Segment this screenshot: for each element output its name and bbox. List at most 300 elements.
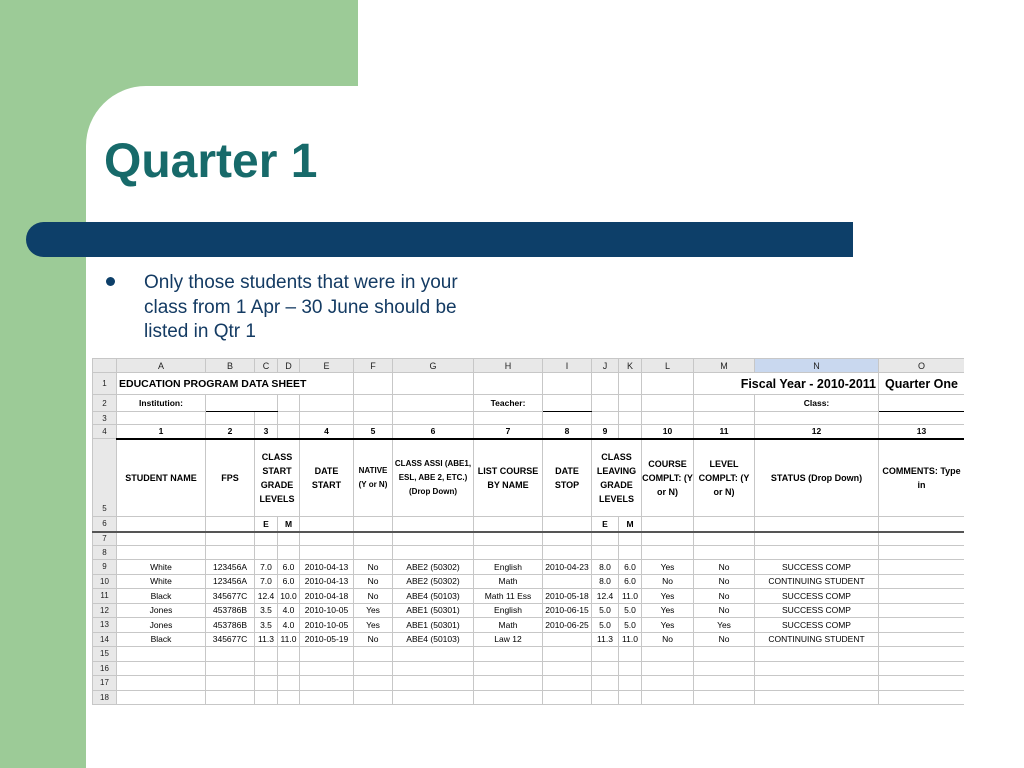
cell-level-complt[interactable]: No	[694, 560, 755, 575]
row-number[interactable]: 12	[93, 603, 117, 618]
cell-course[interactable]: Law 12	[474, 632, 543, 647]
sheet-cell[interactable]	[543, 690, 592, 705]
sheet-cell[interactable]	[117, 647, 206, 662]
sheet-cell[interactable]	[543, 647, 592, 662]
sheet-cell[interactable]	[393, 373, 474, 395]
cell-le[interactable]: 8.0	[592, 560, 619, 575]
cell-class[interactable]: ABE2 (50302)	[393, 560, 474, 575]
cell-comments[interactable]	[879, 589, 965, 604]
header-class-assi[interactable]: CLASS ASSI (ABE1, ESL, ABE 2, ETC.) (Drop Down)	[393, 439, 474, 517]
cell-status[interactable]: SUCCESS COMP	[755, 589, 879, 604]
cell-sm[interactable]: 4.0	[278, 603, 300, 618]
sheet-cell[interactable]	[300, 412, 354, 425]
sheet-cell[interactable]	[694, 395, 755, 412]
sheet-cell[interactable]	[694, 532, 755, 546]
sheet-cell[interactable]	[354, 395, 393, 412]
cell-lm[interactable]: 5.0	[619, 603, 642, 618]
header-level-complt[interactable]: LEVEL COMPLT: (Y or N)	[694, 439, 755, 517]
sheet-cell[interactable]	[474, 517, 543, 532]
sheet-cell[interactable]	[543, 517, 592, 532]
sheet-cell[interactable]	[755, 676, 879, 691]
row-number[interactable]: 15	[93, 647, 117, 662]
cell-course-complt[interactable]: Yes	[642, 560, 694, 575]
cell-course-complt[interactable]: Yes	[642, 589, 694, 604]
sheet-cell[interactable]	[117, 412, 206, 425]
sheet-cell[interactable]	[206, 546, 255, 560]
sheet-cell[interactable]	[474, 373, 543, 395]
row-number[interactable]: 7	[93, 532, 117, 546]
cell-comments[interactable]	[879, 632, 965, 647]
row-number[interactable]: 16	[93, 661, 117, 676]
sheet-cell[interactable]	[642, 373, 694, 395]
column-header-n[interactable]: N	[755, 359, 879, 373]
cell-date-start[interactable]: 2010-10-05	[300, 603, 354, 618]
sheet-cell[interactable]	[278, 647, 300, 662]
sheet-cell[interactable]	[879, 690, 965, 705]
row-number[interactable]: 1	[93, 373, 117, 395]
sheet-cell[interactable]	[206, 676, 255, 691]
header-status[interactable]: STATUS (Drop Down)	[755, 439, 879, 517]
sheet-cell[interactable]	[879, 546, 965, 560]
sheet-cell[interactable]	[206, 517, 255, 532]
sheet-cell[interactable]	[354, 546, 393, 560]
cell-course-complt[interactable]: Yes	[642, 618, 694, 633]
cell-native[interactable]: No	[354, 560, 393, 575]
column-header-i[interactable]: I	[543, 359, 592, 373]
sheet-cell[interactable]	[474, 647, 543, 662]
cell-le[interactable]: 11.3	[592, 632, 619, 647]
cell-le[interactable]: 12.4	[592, 589, 619, 604]
teacher-label[interactable]: Teacher:	[474, 395, 543, 412]
cell-fps[interactable]: 453786B	[206, 618, 255, 633]
sheet-cell[interactable]	[879, 517, 965, 532]
cell-date-stop[interactable]: 2010-04-23	[543, 560, 592, 575]
cell-class[interactable]: ABE1 (50301)	[393, 603, 474, 618]
data-row	[93, 589, 965, 604]
sheet-cell[interactable]	[694, 517, 755, 532]
sheet-cell[interactable]	[300, 517, 354, 532]
sheet-cell[interactable]	[278, 661, 300, 676]
sheet-title[interactable]: EDUCATION PROGRAM DATA SHEET	[117, 373, 354, 395]
cell-fps[interactable]: 345677C	[206, 632, 255, 647]
sheet-cell[interactable]	[642, 517, 694, 532]
column-header-b[interactable]: B	[206, 359, 255, 373]
cell-course[interactable]: Math	[474, 574, 543, 589]
sheet-cell[interactable]	[393, 395, 474, 412]
sheet-cell[interactable]	[642, 546, 694, 560]
row-number[interactable]: 4	[93, 425, 117, 439]
sheet-cell[interactable]	[393, 546, 474, 560]
column-header-l[interactable]: L	[642, 359, 694, 373]
column-header-h[interactable]: H	[474, 359, 543, 373]
cell-level-complt[interactable]: No	[694, 589, 755, 604]
cell-date-start[interactable]: 2010-10-05	[300, 618, 354, 633]
sheet-cell[interactable]	[879, 676, 965, 691]
sheet-cell[interactable]	[393, 661, 474, 676]
row-number[interactable]: 8	[93, 546, 117, 560]
cell-course[interactable]: Math	[474, 618, 543, 633]
column-number[interactable]: 8	[543, 425, 592, 439]
cell-level-complt[interactable]: No	[694, 574, 755, 589]
sheet-cell[interactable]	[694, 690, 755, 705]
sheet-cell[interactable]	[300, 546, 354, 560]
cell-date-start[interactable]: 2010-04-18	[300, 589, 354, 604]
column-header-d[interactable]: D	[278, 359, 300, 373]
sheet-cell[interactable]	[354, 373, 393, 395]
sheet-cell[interactable]	[255, 676, 278, 691]
cell-date-stop[interactable]: 2010-06-15	[543, 603, 592, 618]
leave-e-label[interactable]: E	[592, 517, 619, 532]
row-number[interactable]: 2	[93, 395, 117, 412]
sheet-cell[interactable]	[755, 647, 879, 662]
sheet-row	[93, 690, 965, 705]
column-number[interactable]	[619, 425, 642, 439]
column-number[interactable]: 10	[642, 425, 694, 439]
sheet-cell[interactable]	[619, 373, 642, 395]
sheet-cell[interactable]	[117, 690, 206, 705]
sheet-cell[interactable]	[354, 412, 393, 425]
fiscal-year[interactable]: Fiscal Year - 2010-2011	[694, 373, 879, 395]
cell-fps[interactable]: 123456A	[206, 560, 255, 575]
header-date-stop[interactable]: DATE STOP	[543, 439, 592, 517]
cell-sm[interactable]: 4.0	[278, 618, 300, 633]
column-number[interactable]: 5	[354, 425, 393, 439]
column-number[interactable]: 9	[592, 425, 619, 439]
sheet-cell[interactable]	[879, 661, 965, 676]
row-number[interactable]: 11	[93, 589, 117, 604]
sheet-cell[interactable]	[755, 661, 879, 676]
sheet-cell[interactable]	[300, 532, 354, 546]
sheet-cell[interactable]	[278, 690, 300, 705]
header-list-course[interactable]: LIST COURSE BY NAME	[474, 439, 543, 517]
cell-course-complt[interactable]: Yes	[642, 603, 694, 618]
sheet-cell[interactable]	[300, 690, 354, 705]
sheet-cell[interactable]	[354, 690, 393, 705]
sheet-cell[interactable]	[592, 373, 619, 395]
header-course-complt[interactable]: COURSE COMPLT: (Y or N)	[642, 439, 694, 517]
column-header-f[interactable]: F	[354, 359, 393, 373]
cell-class[interactable]: ABE4 (50103)	[393, 589, 474, 604]
column-number[interactable]: 3	[255, 425, 278, 439]
cell-class[interactable]: ABE2 (50302)	[393, 574, 474, 589]
cell-date-start[interactable]: 2010-05-19	[300, 632, 354, 647]
cell-name[interactable]: White	[117, 574, 206, 589]
row-number[interactable]: 9	[93, 560, 117, 575]
cell-name[interactable]: Jones	[117, 618, 206, 633]
quarter-label[interactable]: Quarter One	[879, 373, 965, 395]
sheet-cell[interactable]	[206, 690, 255, 705]
header-class-start[interactable]: CLASS START GRADE LEVELS	[255, 439, 300, 517]
cell-lm[interactable]: 11.0	[619, 589, 642, 604]
column-header-o[interactable]: O	[879, 359, 965, 373]
sheet-cell[interactable]	[255, 546, 278, 560]
cell-lm[interactable]: 11.0	[619, 632, 642, 647]
sheet-cell[interactable]	[543, 546, 592, 560]
sheet-cell[interactable]	[255, 661, 278, 676]
teacher-input[interactable]	[543, 395, 592, 412]
cell-level-complt[interactable]: Yes	[694, 618, 755, 633]
sheet-cell[interactable]	[278, 546, 300, 560]
cell-name[interactable]: Black	[117, 589, 206, 604]
sheet-cell[interactable]	[592, 690, 619, 705]
cell-status[interactable]: SUCCESS COMP	[755, 618, 879, 633]
column-header-m[interactable]: M	[694, 359, 755, 373]
cell-fps[interactable]: 453786B	[206, 603, 255, 618]
cell-sm[interactable]: 6.0	[278, 574, 300, 589]
sheet-cell[interactable]	[278, 412, 300, 425]
cell-le[interactable]: 5.0	[592, 618, 619, 633]
sheet-cell[interactable]	[592, 532, 619, 546]
sheet-cell[interactable]	[474, 412, 543, 425]
cell-course[interactable]: English	[474, 603, 543, 618]
sheet-cell[interactable]	[879, 412, 965, 425]
cell-date-start[interactable]: 2010-04-13	[300, 574, 354, 589]
sheet-cell[interactable]	[206, 532, 255, 546]
column-number[interactable]	[278, 425, 300, 439]
cell-se[interactable]: 7.0	[255, 560, 278, 575]
sheet-cell[interactable]	[300, 395, 354, 412]
sheet-cell[interactable]	[393, 517, 474, 532]
cell-le[interactable]: 8.0	[592, 574, 619, 589]
cell-se[interactable]: 12.4	[255, 589, 278, 604]
row-number[interactable]: 14	[93, 632, 117, 647]
cell-course-complt[interactable]: No	[642, 574, 694, 589]
data-row	[93, 560, 965, 575]
sheet-cell[interactable]	[393, 690, 474, 705]
sheet-cell[interactable]	[278, 676, 300, 691]
cell-date-stop[interactable]: 2010-05-18	[543, 589, 592, 604]
sheet-cell[interactable]	[354, 676, 393, 691]
sheet-cell[interactable]	[474, 690, 543, 705]
cell-course[interactable]: English	[474, 560, 543, 575]
cell-comments[interactable]	[879, 574, 965, 589]
column-number[interactable]: 4	[300, 425, 354, 439]
sheet-cell[interactable]	[206, 412, 255, 425]
sheet-cell[interactable]	[117, 676, 206, 691]
sheet-cell[interactable]	[354, 661, 393, 676]
sheet-cell[interactable]	[255, 412, 278, 425]
header-student-name[interactable]: STUDENT NAME	[117, 439, 206, 517]
sheet-cell[interactable]	[354, 532, 393, 546]
cell-se[interactable]: 11.3	[255, 632, 278, 647]
class-label[interactable]: Class:	[755, 395, 879, 412]
sheet-cell[interactable]	[474, 676, 543, 691]
column-header-a[interactable]: A	[117, 359, 206, 373]
sheet-cell[interactable]	[755, 517, 879, 532]
column-header-j[interactable]: J	[592, 359, 619, 373]
cell-lm[interactable]: 6.0	[619, 574, 642, 589]
sheet-cell[interactable]	[755, 532, 879, 546]
sheet-cell[interactable]	[642, 395, 694, 412]
sheet-cell[interactable]	[592, 412, 619, 425]
cell-status[interactable]: SUCCESS COMP	[755, 560, 879, 575]
sheet-cell[interactable]	[592, 546, 619, 560]
sheet-cell[interactable]	[206, 647, 255, 662]
sheet-cell[interactable]	[619, 676, 642, 691]
cell-status[interactable]: CONTINUING STUDENT	[755, 632, 879, 647]
sheet-cell[interactable]	[543, 676, 592, 691]
sheet-cell[interactable]	[117, 661, 206, 676]
sheet-cell[interactable]	[642, 532, 694, 546]
sheet-cell[interactable]	[619, 690, 642, 705]
header-class-leaving[interactable]: CLASS LEAVING GRADE LEVELS	[592, 439, 642, 517]
class-input[interactable]	[879, 395, 965, 412]
sheet-cell[interactable]	[694, 412, 755, 425]
cell-name[interactable]: Black	[117, 632, 206, 647]
sheet-cell[interactable]	[755, 546, 879, 560]
sheet-cell[interactable]	[879, 647, 965, 662]
row-number[interactable]: 5	[93, 439, 117, 517]
row-number[interactable]: 13	[93, 618, 117, 633]
sheet-cell[interactable]	[393, 647, 474, 662]
cell-native[interactable]: Yes	[354, 618, 393, 633]
sheet-cell[interactable]	[278, 532, 300, 546]
header-date-start[interactable]: DATE START	[300, 439, 354, 517]
sheet-cell[interactable]	[543, 661, 592, 676]
sheet-cell[interactable]	[619, 661, 642, 676]
sheet-cell[interactable]	[755, 412, 879, 425]
sheet-cell[interactable]	[619, 546, 642, 560]
cell-lm[interactable]: 6.0	[619, 560, 642, 575]
sheet-cell[interactable]	[543, 373, 592, 395]
sheet-cell[interactable]	[592, 676, 619, 691]
sheet-cell[interactable]	[642, 412, 694, 425]
column-number[interactable]: 12	[755, 425, 879, 439]
column-number[interactable]: 11	[694, 425, 755, 439]
sheet-cell[interactable]	[592, 647, 619, 662]
cell-le[interactable]: 5.0	[592, 603, 619, 618]
cell-native[interactable]: No	[354, 632, 393, 647]
cell-fps[interactable]: 123456A	[206, 574, 255, 589]
cell-comments[interactable]	[879, 618, 965, 633]
sheet-cell[interactable]	[117, 532, 206, 546]
sheet-cell[interactable]	[278, 395, 300, 412]
sheet-cell[interactable]	[619, 532, 642, 546]
cell-comments[interactable]	[879, 603, 965, 618]
header-fps[interactable]: FPS	[206, 439, 255, 517]
row-number[interactable]: 6	[93, 517, 117, 532]
cell-se[interactable]: 3.5	[255, 603, 278, 618]
sheet-cell[interactable]	[474, 532, 543, 546]
sheet-cell[interactable]	[642, 647, 694, 662]
start-e-label[interactable]: E	[255, 517, 278, 532]
select-all-corner[interactable]	[93, 359, 117, 373]
column-number[interactable]: 2	[206, 425, 255, 439]
cell-class[interactable]: ABE4 (50103)	[393, 632, 474, 647]
leave-m-label[interactable]: M	[619, 517, 642, 532]
cell-sm[interactable]: 10.0	[278, 589, 300, 604]
cell-date-stop[interactable]: 2010-06-25	[543, 618, 592, 633]
sheet-cell[interactable]	[543, 412, 592, 425]
row-number[interactable]: 10	[93, 574, 117, 589]
sheet-cell[interactable]	[354, 647, 393, 662]
sheet-cell[interactable]	[642, 661, 694, 676]
cell-native[interactable]: Yes	[354, 603, 393, 618]
sheet-cell[interactable]	[619, 647, 642, 662]
sheet-cell[interactable]	[694, 676, 755, 691]
sheet-cell[interactable]	[300, 647, 354, 662]
column-header-e[interactable]: E	[300, 359, 354, 373]
cell-status[interactable]: SUCCESS COMP	[755, 603, 879, 618]
institution-label[interactable]: Institution:	[117, 395, 206, 412]
row-number[interactable]: 17	[93, 676, 117, 691]
sheet-cell[interactable]	[879, 532, 965, 546]
cell-sm[interactable]: 6.0	[278, 560, 300, 575]
sheet-cell[interactable]	[255, 690, 278, 705]
sheet-cell[interactable]	[694, 661, 755, 676]
cell-name[interactable]: Jones	[117, 603, 206, 618]
sheet-cell[interactable]	[619, 412, 642, 425]
sheet-cell[interactable]	[300, 676, 354, 691]
sheet-cell[interactable]	[117, 517, 206, 532]
sheet-cell[interactable]	[592, 395, 619, 412]
cell-course[interactable]: Math 11 Ess	[474, 589, 543, 604]
row-number[interactable]: 3	[93, 412, 117, 425]
cell-lm[interactable]: 5.0	[619, 618, 642, 633]
sheet-cell[interactable]	[694, 546, 755, 560]
sheet-cell[interactable]	[255, 647, 278, 662]
cell-level-complt[interactable]: No	[694, 632, 755, 647]
header-comments[interactable]: COMMENTS: Type in	[879, 439, 965, 517]
cell-native[interactable]: No	[354, 589, 393, 604]
cell-date-stop[interactable]	[543, 632, 592, 647]
cell-level-complt[interactable]: No	[694, 603, 755, 618]
sheet-cell[interactable]	[117, 546, 206, 560]
sheet-cell[interactable]	[642, 676, 694, 691]
cell-date-stop[interactable]	[543, 574, 592, 589]
sheet-row	[93, 439, 965, 517]
column-header-g[interactable]: G	[393, 359, 474, 373]
cell-fps[interactable]: 345677C	[206, 589, 255, 604]
cell-class[interactable]: ABE1 (50301)	[393, 618, 474, 633]
row-number[interactable]: 18	[93, 690, 117, 705]
cell-native[interactable]: No	[354, 574, 393, 589]
sheet-cell[interactable]	[354, 517, 393, 532]
column-number[interactable]: 13	[879, 425, 965, 439]
sheet-cell[interactable]	[255, 532, 278, 546]
start-m-label[interactable]: M	[278, 517, 300, 532]
cell-name[interactable]: White	[117, 560, 206, 575]
cell-comments[interactable]	[879, 560, 965, 575]
institution-input[interactable]	[206, 395, 278, 412]
sheet-cell[interactable]	[755, 690, 879, 705]
cell-sm[interactable]: 11.0	[278, 632, 300, 647]
sheet-cell[interactable]	[694, 647, 755, 662]
cell-se[interactable]: 7.0	[255, 574, 278, 589]
sheet-cell[interactable]	[393, 412, 474, 425]
column-number[interactable]: 1	[117, 425, 206, 439]
column-number[interactable]: 7	[474, 425, 543, 439]
sheet-cell[interactable]	[474, 661, 543, 676]
sheet-cell[interactable]	[300, 661, 354, 676]
cell-course-complt[interactable]: No	[642, 632, 694, 647]
sheet-cell[interactable]	[474, 546, 543, 560]
cell-se[interactable]: 3.5	[255, 618, 278, 633]
sheet-cell[interactable]	[206, 661, 255, 676]
column-header-k[interactable]: K	[619, 359, 642, 373]
sheet-cell[interactable]	[592, 661, 619, 676]
header-native[interactable]: NATIVE (Y or N)	[354, 439, 393, 517]
sheet-cell[interactable]	[393, 532, 474, 546]
sheet-cell[interactable]	[619, 395, 642, 412]
sheet-cell[interactable]	[393, 676, 474, 691]
sheet-cell[interactable]	[543, 532, 592, 546]
cell-date-start[interactable]: 2010-04-13	[300, 560, 354, 575]
column-number[interactable]: 6	[393, 425, 474, 439]
sheet-cell[interactable]	[642, 690, 694, 705]
column-header-c[interactable]: C	[255, 359, 278, 373]
cell-status[interactable]: CONTINUING STUDENT	[755, 574, 879, 589]
